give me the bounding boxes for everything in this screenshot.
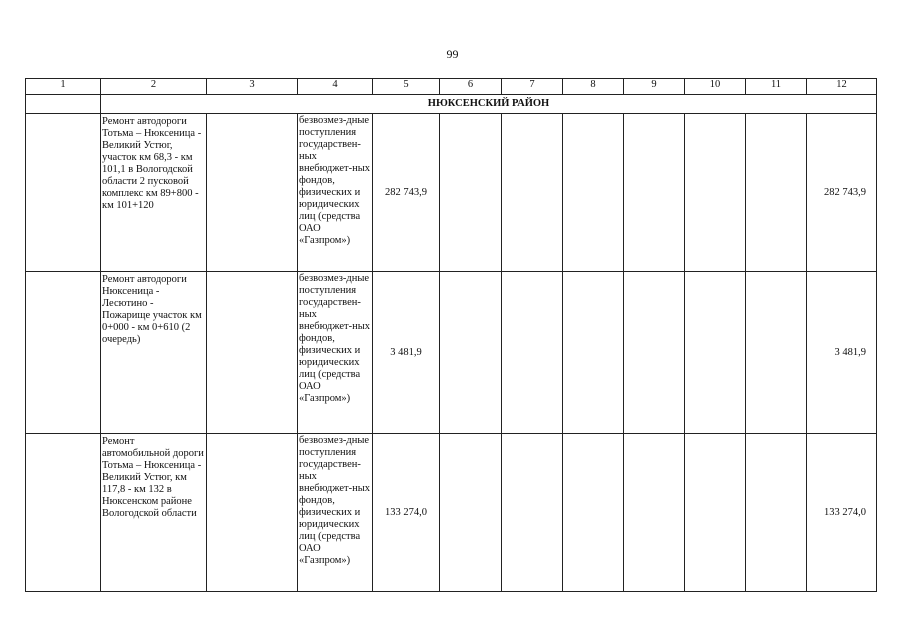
amount-col12: 3 481,9 xyxy=(807,272,877,434)
table-cell xyxy=(685,114,746,272)
amount-col5: 133 274,0 xyxy=(373,434,440,592)
funding-source: безвозмез-дные поступления государствен-ных внебюджет-ных фондов, физических и юридических лиц (средства ОАО «Газпром») xyxy=(298,434,373,592)
header-cell: 5 xyxy=(373,79,440,95)
budget-table xyxy=(25,78,877,592)
amount-col5: 3 481,9 xyxy=(373,272,440,434)
table-cell xyxy=(26,272,101,434)
table-row xyxy=(26,114,877,272)
table-cell xyxy=(207,114,298,272)
table-cell xyxy=(746,114,807,272)
funding-source: безвозмез-дные поступления государствен-ных внебюджет-ных фондов, физических и юридических лиц (средства ОАО «Газпром») xyxy=(298,114,373,272)
project-name: Ремонт автомобильной дороги Тотьма – Нюксеница - Великий Устюг, км 117,8 - км 132 в Нюксенском районе Вологодской области xyxy=(101,434,207,592)
header-cell: 8 xyxy=(563,79,624,95)
table-row xyxy=(26,272,877,434)
table-cell xyxy=(26,114,101,272)
page-number: 99 xyxy=(446,47,459,61)
amount-col12: 282 743,9 xyxy=(807,114,877,272)
header-cell: 6 xyxy=(440,79,502,95)
header-cell: 9 xyxy=(624,79,685,95)
funding-source: безвозмез-дные поступления государствен-ных внебюджет-ных фондов, физических и юридических лиц (средства ОАО «Газпром») xyxy=(298,272,373,434)
table-cell xyxy=(207,434,298,592)
amount-col5: 282 743,9 xyxy=(373,114,440,272)
table-row xyxy=(26,434,877,592)
table-cell xyxy=(563,434,624,592)
project-name: Ремонт автодороги Тотьма – Нюксеница - Великий Устюг, участок км 68,3 - км 101,1 в Вологодской области 2 пусковой комплекс км 89+800 - км 101+120 xyxy=(101,114,207,272)
table-cell xyxy=(440,434,502,592)
table-cell xyxy=(207,272,298,434)
table-cell xyxy=(563,114,624,272)
header-cell: 3 xyxy=(207,79,298,95)
table-cell xyxy=(746,272,807,434)
table-cell xyxy=(26,434,101,592)
table-cell xyxy=(563,272,624,434)
table-cell xyxy=(624,114,685,272)
table-cell xyxy=(502,114,563,272)
header-cell: 11 xyxy=(746,79,807,95)
table-cell xyxy=(624,434,685,592)
header-cell: 1 xyxy=(26,79,101,95)
project-name: Ремонт автодороги Нюксеница - Лесютино - Пожарище участок км 0+000 - км 0+610 (2 очередь) xyxy=(101,272,207,434)
table-cell xyxy=(440,272,502,434)
empty-cell xyxy=(26,95,101,114)
table-cell xyxy=(440,114,502,272)
table-cell xyxy=(746,434,807,592)
district-title: НЮКСЕНСКИЙ РАЙОН xyxy=(101,95,877,114)
header-row xyxy=(26,79,877,95)
header-cell: 4 xyxy=(298,79,373,95)
table-cell xyxy=(502,272,563,434)
table-cell xyxy=(624,272,685,434)
table-cell xyxy=(502,434,563,592)
header-cell: 7 xyxy=(502,79,563,95)
amount-col12: 133 274,0 xyxy=(807,434,877,592)
header-cell: 12 xyxy=(807,79,877,95)
header-cell: 10 xyxy=(685,79,746,95)
table-cell xyxy=(685,272,746,434)
table-cell xyxy=(685,434,746,592)
district-row xyxy=(26,95,877,114)
header-cell: 2 xyxy=(101,79,207,95)
